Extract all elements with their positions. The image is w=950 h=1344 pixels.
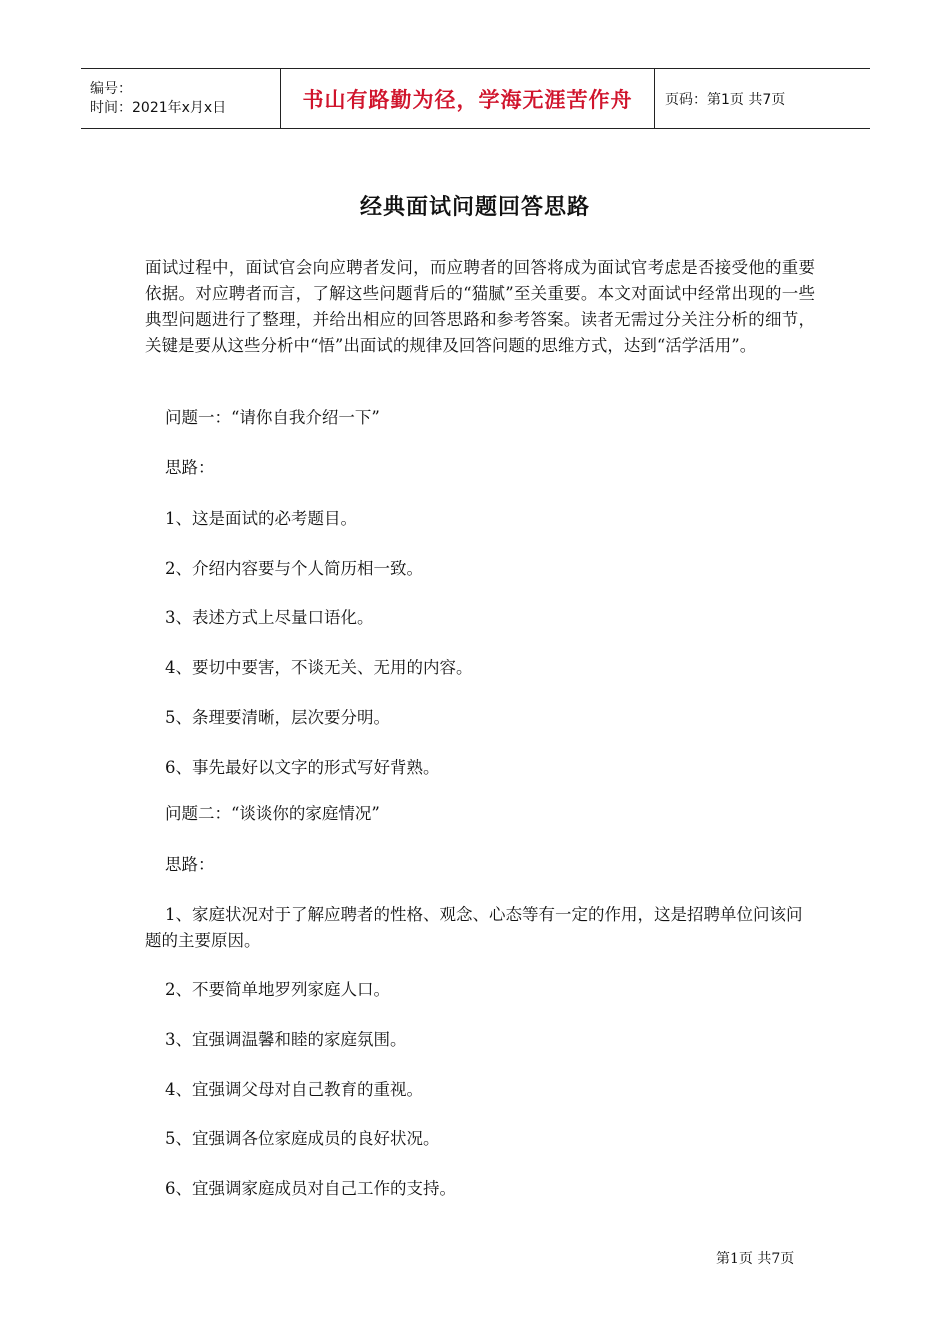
document-number-label: 编号： (90, 80, 132, 97)
header-motto-cell (281, 69, 655, 128)
question-2-point: 5、宜强调各位家庭成员的良好状况。 (165, 1129, 440, 1148)
intro-paragraph: 面试过程中，面试官会向应聘者发问，而应聘者的回答将成为面试官考虑是否接受他的重要依据。对应聘者而言，了解这些问题背后的“猫腻”至关重要。本文对面试中经常出现的一些典型问题进行了整理，并给出相应的回答思路和参考答案。读者无需过分关注分析的细节，关键是要从这些分析中“悟”出面试的规律及回答问题的思维方式，达到“活学活用”。 (145, 258, 815, 355)
question-1-point: 2、介绍内容要与个人简历相一致。 (165, 559, 423, 578)
question-1-thinking-label: 思路： (165, 458, 215, 477)
question-2-point: 2、不要简单地罗列家庭人口。 (165, 980, 390, 999)
document-time-label: 时间：2021年x月x日 (90, 99, 227, 116)
header-page-label: 页码：第1页 共7页 (665, 91, 786, 108)
header-meta-cell (81, 69, 281, 128)
question-1-heading: 问题一：“请你自我介绍一下” (165, 408, 380, 427)
header-table (81, 68, 870, 129)
question-1-point: 4、要切中要害，不谈无关、无用的内容。 (165, 658, 473, 677)
question-2-point: 3、宜强调温馨和睦的家庭氛围。 (165, 1030, 407, 1049)
question-1-point: 3、表述方式上尽量口语化。 (165, 608, 374, 627)
question-1-point: 1、这是面试的必考题目。 (165, 509, 357, 528)
question-2-heading: 问题二：“谈谈你的家庭情况” (165, 804, 380, 823)
question-2-point: 4、宜强调父母对自己教育的重视。 (165, 1080, 423, 1099)
header-page-cell (655, 69, 870, 128)
footer-page-number: 第1页 共7页 (716, 1251, 795, 1267)
question-2-point: 6、宜强调家庭成员对自己工作的支持。 (165, 1179, 456, 1198)
question-2-point: 1、家庭状况对于了解应聘者的性格、观念、心态等有一定的作用，这是招聘单位问该问题的主要原因。 (145, 905, 803, 950)
header-motto: 书山有路勤为径，学海无涯苦作舟 (302, 87, 633, 112)
question-2-thinking-label: 思路： (165, 855, 215, 874)
document-title: 经典面试问题回答思路 (359, 195, 590, 220)
question-1-point: 5、条理要清晰，层次要分明。 (165, 708, 390, 727)
question-1-point: 6、事先最好以文字的形式写好背熟。 (165, 758, 440, 777)
